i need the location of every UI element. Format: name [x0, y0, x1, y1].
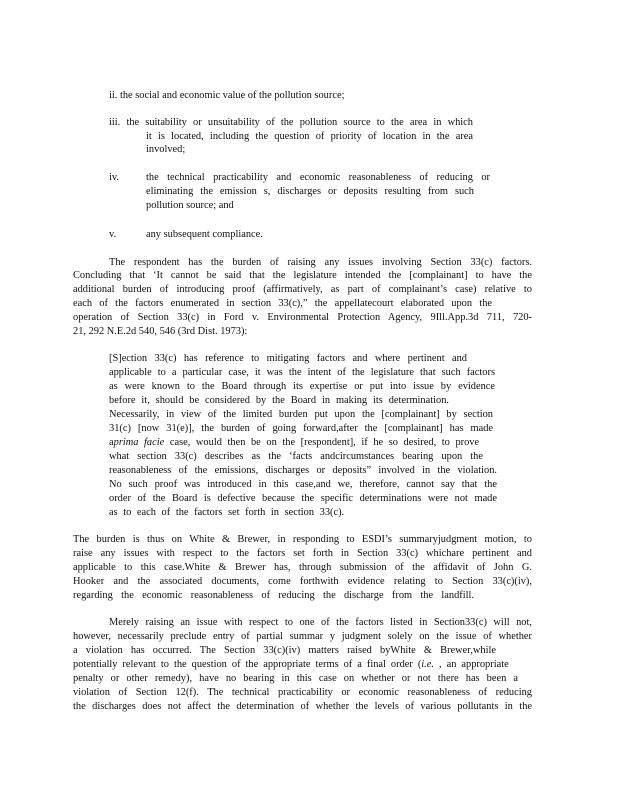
para1-line-2: Concluding that ‘It cannot be said that the legislature intended the [complainant] to have the: [73, 270, 532, 281]
para2-line-2: raise any issues with respect to the factors set forth in Section 33(c) whichare pertinent and: [73, 548, 532, 559]
para3-line-2: however, necessarily preclude entry of partial summar y judgment solely on the issue of whether: [73, 631, 532, 642]
list-item-iv-label: iv.: [109, 172, 120, 183]
list-item-iv-line-1: the technical practicability and economic reasonableness of reducing or: [146, 172, 490, 183]
quote-line-8: what section 33(c) describes as the ‘facts andcircumstances bearing upon the: [109, 451, 483, 462]
list-item-ii: ii. the social and economic value of the pollution source;: [109, 90, 345, 101]
para1-line-4: each of the factors enumerated in section 33(c),” the appellatecourt elaborated upon the: [73, 298, 492, 309]
quote-line-7-prefix: a: [109, 437, 114, 448]
list-item-v-text: any subsequent compliance.: [146, 229, 263, 240]
quote-line-2: applicable to a particular case, it was the intent of the legislature that such factors: [109, 367, 495, 378]
para2-line-3: applicable to this case.White & Brewer has, through submission of the affidavit of John G.: [73, 562, 532, 573]
para1-line-6: 21, 292 N.E.2d 540, 546 (3rd Dist. 1973):: [73, 326, 248, 337]
list-item-iii-line-2: it is located, including the question of priority of location in the area: [146, 131, 473, 142]
list-item-iii-line-3: involved;: [146, 144, 186, 155]
quote-line-9: reasonableness of the emissions, discharges or deposits” involved in the violation.: [109, 465, 497, 476]
para1-line-5: operation of Section 33(c) in Ford v. Environmental Protection Agency, 9Ill.App.3d 711, 720-: [73, 312, 532, 323]
para1-line-3: additional burden of introducing proof (affirmatively, as part of complainant’s case) relative to: [73, 284, 532, 295]
list-item-iv-line-3: pollution source; and: [146, 200, 234, 211]
para3-line-4-suffix: , an appropriate: [434, 659, 509, 670]
para2-line-1: The burden is thus on White & Brewer, in responding to ESDI’s summaryjudgment motion, to: [73, 534, 532, 545]
para3-line-7: the discharges does not affect the determination of whether the levels of various pollutants in the: [73, 701, 532, 712]
list-item-iii-line-1: iii. the suitability or unsuitability of the pollution source to the area in which: [109, 117, 473, 128]
quote-line-7: [109, 436, 479, 449]
para2-line-4: Hooker and the associated documents, come forthwith evidence relating to Section 33(c)(iv),: [73, 576, 532, 587]
para3-ie: i.e.: [421, 659, 434, 670]
para3-line-1: Merely raising an issue with respect to one of the factors listed in Section33(c) will not,: [109, 617, 532, 628]
quote-line-1: [S]ection 33(c) has reference to mitigating factors and where pertinent and: [109, 353, 467, 364]
quote-line-7-suffix: case, would then be on the [respondent], if he so desired, to prove: [164, 437, 480, 448]
para3-line-6: violation of Section 12(f). The technical practicability or economic reasonableness of reducing: [73, 687, 532, 698]
quote-line-11: order of the Board is defective because the specific determinations were not made: [109, 493, 497, 504]
quote-line-12: as to each of the factors set forth in section 33(c).: [109, 507, 345, 518]
list-item-v-label: v.: [109, 229, 117, 240]
quote-line-6: 31(c) [now 31(e)], the burden of going forward,after the [complainant] has made: [109, 423, 493, 434]
para3-line-4: [73, 658, 509, 671]
quote-line-4: before it, should be considered by the Board in making its determination.: [109, 395, 449, 406]
quote-line-5: Necessarily, in view of the limited burden put upon the [complainant] by section: [109, 409, 493, 420]
para3-line-4-prefix: potentially relevant to the question of the appropriate terms of a final order (: [73, 659, 422, 670]
quote-prima-facie: prima facie: [113, 437, 165, 448]
quote-line-10: No such proof was introduced in this case,and we, therefore, cannot say that the: [109, 479, 497, 490]
para3-line-3: a violation has occurred. The Section 33(c)(iv) matters raised byWhite & Brewer,while: [73, 645, 496, 656]
para1-line-1: The respondent has the burden of raising any issues involving Section 33(c) factors.: [109, 257, 532, 268]
para2-line-5: regarding the economic reasonableness of reducing the discharge from the landfill.: [73, 590, 474, 601]
quote-line-3: as were known to the Board through its expertise or put into issue by evidence: [109, 381, 495, 392]
para3-line-5: penalty or other remedy), have no bearing in this case on whether or not there has been a: [73, 673, 518, 684]
list-item-iv-line-2: eliminating the emission s, discharges or deposits resulting from such: [146, 186, 474, 197]
